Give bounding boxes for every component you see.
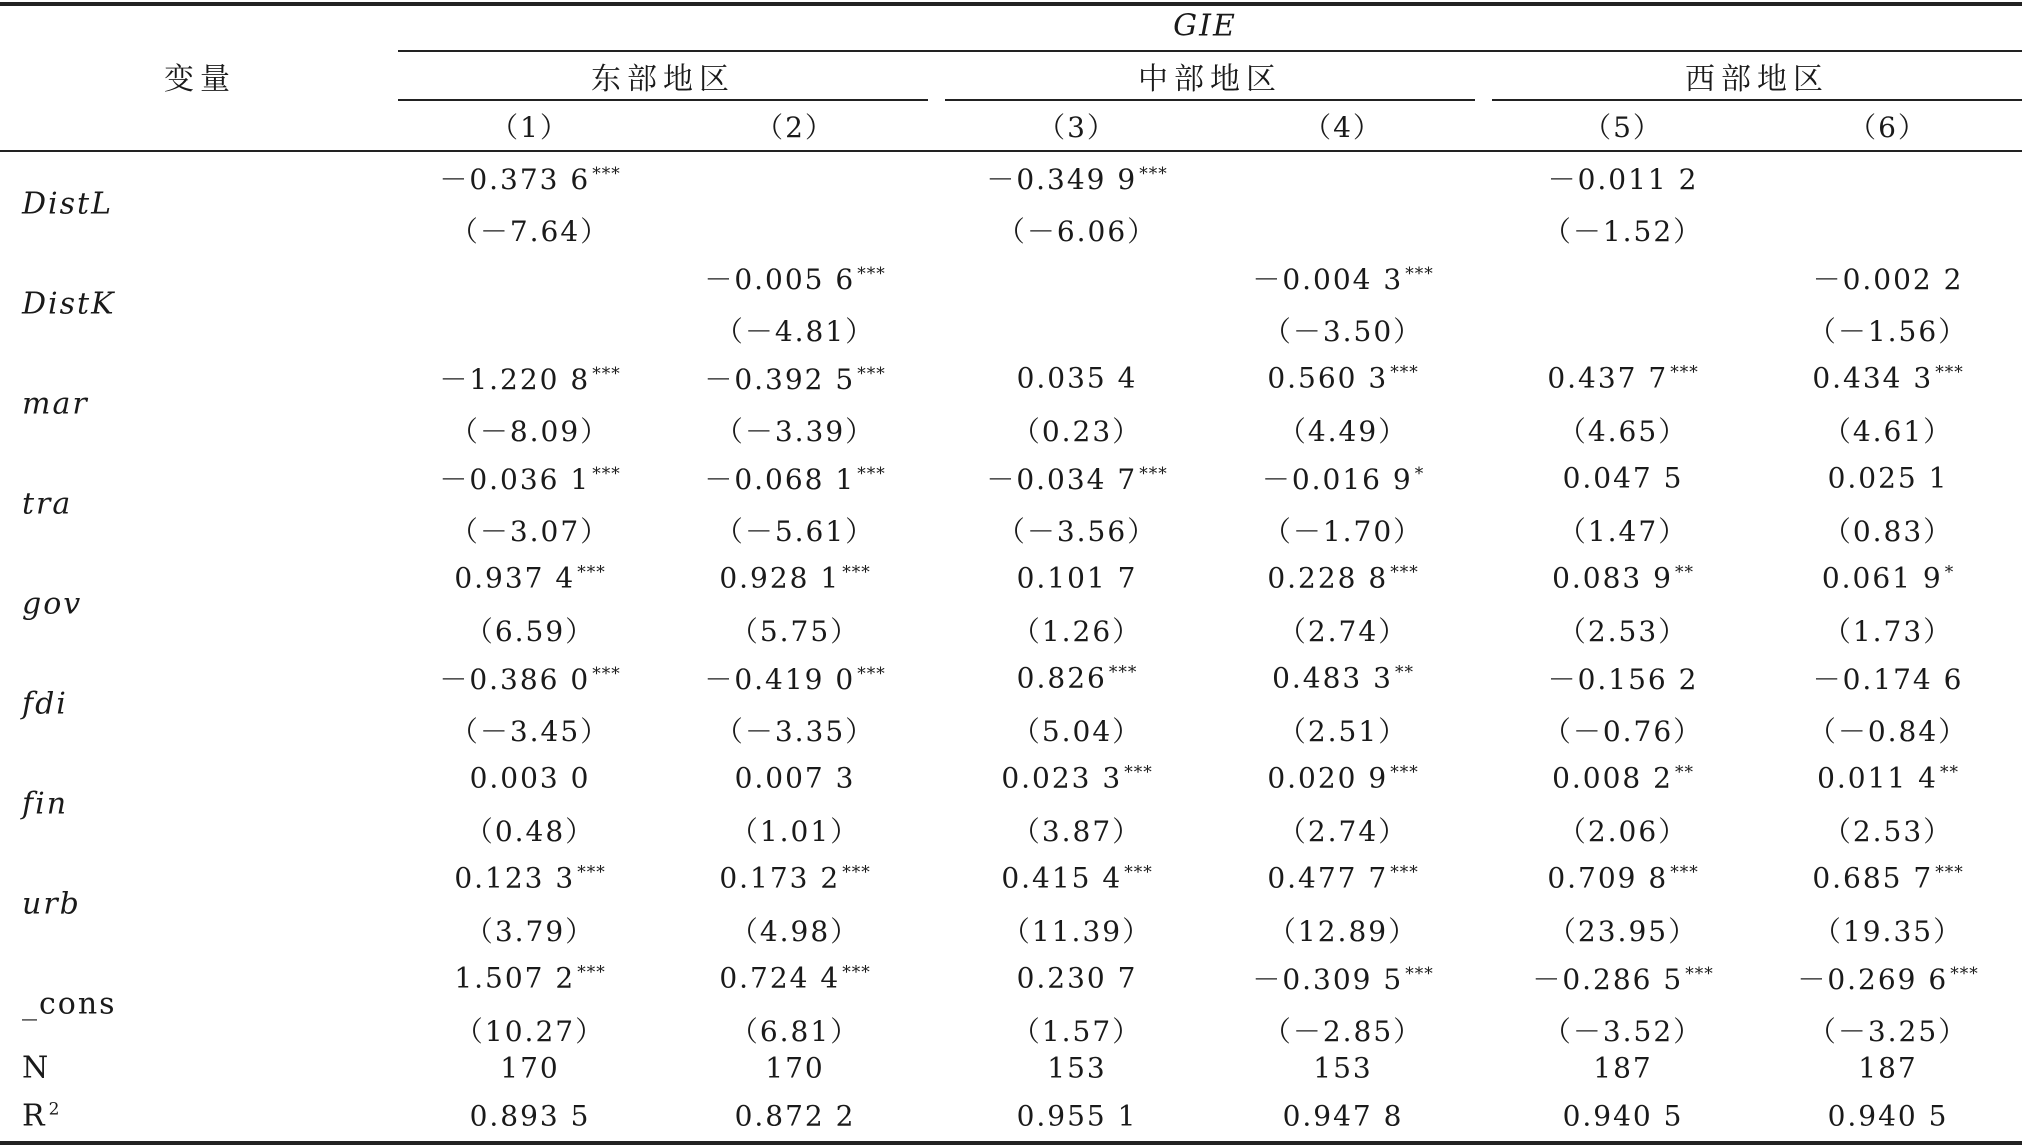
coefficient-cell	[704, 358, 885, 398]
significance-stars: ***	[842, 562, 871, 583]
significance-stars: ***	[1950, 963, 1979, 984]
coefficient-cell	[1267, 562, 1418, 595]
coefficient-cell	[454, 562, 605, 595]
t-statistic-cell: （0.48）	[464, 815, 596, 848]
n-cell: 187	[1593, 1051, 1653, 1085]
t-statistic-cell: （1.47）	[1557, 515, 1689, 548]
coefficient-value: 0.477 7	[1267, 861, 1389, 895]
coefficient-cell	[1548, 158, 1699, 198]
coefficient-value: 0.230 7	[1016, 961, 1138, 995]
coefficient-cell	[1272, 662, 1414, 695]
coefficient-cell	[1563, 462, 1684, 495]
significance-stars: ***	[1139, 163, 1168, 184]
significance-stars: ***	[842, 862, 871, 883]
coefficient-value: 0.173 2	[719, 861, 841, 895]
coefficient-cell	[1828, 462, 1949, 495]
significance-stars: **	[1939, 762, 1959, 783]
significance-stars: ***	[1124, 762, 1153, 783]
coefficient-cell	[1548, 658, 1699, 698]
significance-stars: ***	[577, 862, 606, 883]
n-cell: 153	[1313, 1051, 1373, 1085]
coefficient-value: 0.007 3	[734, 761, 856, 795]
significance-stars: ***	[1390, 362, 1419, 383]
coefficient-value: 0.937 4	[454, 561, 576, 595]
group-header-east: 东部地区	[591, 62, 735, 97]
coefficient-value: 1.507 2	[454, 961, 576, 995]
coefficient-value: 0.483 3	[1272, 661, 1393, 695]
coefficient-cell	[1267, 862, 1418, 895]
row-label-fin: fin	[22, 786, 69, 822]
t-statistic-cell: （－2.85）	[1262, 1015, 1424, 1048]
r-squared-cell: 0.947 8	[1282, 1099, 1404, 1133]
significance-stars: ***	[857, 463, 886, 484]
column-header: （6）	[1848, 111, 1928, 144]
coefficient-value: －0.174 6	[1812, 663, 1964, 696]
t-statistic-cell: （10.27）	[454, 1015, 606, 1048]
row-label-distk: DistK	[22, 286, 116, 322]
coefficient-cell	[1797, 958, 1978, 998]
r-squared-cell: 0.940 5	[1562, 1099, 1684, 1133]
row-label-urb: urb	[22, 886, 81, 922]
significance-stars: ***	[1390, 562, 1419, 583]
t-statistic-cell: （－3.39）	[714, 415, 876, 448]
coefficient-cell	[1262, 458, 1424, 498]
t-statistic-cell: （－4.81）	[714, 315, 876, 348]
significance-stars: *	[1414, 463, 1425, 484]
coefficient-value: 0.826	[1016, 661, 1107, 695]
coefficient-cell	[1812, 862, 1963, 895]
coefficient-value: 0.061 9	[1821, 561, 1943, 595]
significance-stars: ***	[1405, 963, 1434, 984]
row-label-mar: mar	[22, 386, 89, 422]
coefficient-value: －0.269 6	[1797, 963, 1949, 996]
t-statistic-cell: （11.39）	[1001, 915, 1153, 948]
r-squared-cell: 0.955 1	[1016, 1099, 1138, 1133]
t-statistic-cell: （－5.61）	[714, 515, 876, 548]
significance-stars: ***	[857, 663, 886, 684]
r-squared-cell: 0.940 5	[1827, 1099, 1949, 1133]
row-label-cons: _cons	[22, 986, 117, 1022]
coefficient-value: 0.011 4	[1817, 761, 1938, 795]
coefficient-value: －0.002 2	[1812, 263, 1964, 296]
t-statistic-cell: （3.87）	[1011, 815, 1143, 848]
t-statistic-cell: （0.83）	[1822, 515, 1954, 548]
coefficient-cell	[1267, 362, 1418, 395]
row-label-n: N	[22, 1050, 51, 1086]
coefficient-value: 0.415 4	[1001, 861, 1123, 895]
group-underline-west	[1492, 99, 2022, 101]
r-squared-label-text: R	[22, 1098, 47, 1134]
coefficient-value: 0.560 3	[1267, 361, 1389, 395]
significance-stars: ***	[592, 163, 621, 184]
t-statistic-cell: （6.81）	[729, 1015, 861, 1048]
t-statistic-cell: （1.57）	[1011, 1015, 1143, 1048]
bottom-rule	[0, 1141, 2022, 1145]
n-cell: 170	[765, 1051, 825, 1085]
coefficient-cell	[719, 862, 870, 895]
group-underline-east	[398, 99, 928, 101]
coefficient-value: 0.685 7	[1812, 861, 1934, 895]
t-statistic-cell: （2.06）	[1557, 815, 1689, 848]
coefficient-value: 0.928 1	[719, 561, 841, 595]
t-statistic-cell: （－3.50）	[1262, 315, 1424, 348]
t-statistic-cell: （－3.35）	[714, 715, 876, 748]
row-label-distl: DistL	[22, 186, 114, 222]
significance-stars: ***	[842, 962, 871, 983]
n-cell: 170	[500, 1051, 560, 1085]
t-statistic-cell: （2.74）	[1277, 815, 1409, 848]
coefficient-value: 0.083 9	[1552, 561, 1673, 595]
t-statistic-cell: （－0.76）	[1542, 715, 1704, 748]
coefficient-cell	[1252, 258, 1433, 298]
variable-header: 变量	[164, 62, 236, 97]
coefficient-value: －0.349 9	[986, 163, 1138, 196]
row-label-r-squared	[22, 1099, 60, 1134]
coefficient-cell	[719, 562, 870, 595]
coefficient-value: －0.392 5	[704, 363, 856, 396]
t-statistic-cell: （19.35）	[1812, 915, 1964, 948]
coefficient-cell	[704, 258, 885, 298]
row-label-fdi: fdi	[22, 686, 68, 722]
significance-stars: ***	[857, 363, 886, 384]
coefficient-value: －0.286 5	[1532, 963, 1684, 996]
coefficient-value: 0.123 3	[454, 861, 576, 895]
significance-stars: **	[1394, 662, 1414, 683]
group-underline-central	[945, 99, 1475, 101]
significance-stars: ***	[1670, 362, 1699, 383]
group-header-west: 西部地区	[1685, 62, 1829, 97]
coefficient-value: 0.047 5	[1562, 461, 1684, 495]
significance-stars: ***	[592, 363, 621, 384]
t-statistic-cell: （2.53）	[1822, 815, 1954, 848]
coefficient-value: 0.101 7	[1016, 561, 1138, 595]
top-rule	[0, 2, 2022, 6]
t-statistic-cell: （－8.09）	[449, 415, 611, 448]
significance-stars: **	[1674, 762, 1694, 783]
coefficient-value: 0.020 9	[1267, 761, 1389, 795]
t-statistic-cell: （1.73）	[1822, 615, 1954, 648]
coefficient-cell	[1017, 962, 1138, 995]
coefficient-cell	[1017, 662, 1138, 695]
coefficient-value: 0.035 4	[1016, 361, 1138, 395]
coefficient-cell	[439, 358, 620, 398]
coefficient-cell	[1017, 362, 1138, 395]
coefficient-cell	[1532, 958, 1713, 998]
t-statistic-cell: （－0.84）	[1807, 715, 1969, 748]
coefficient-cell	[986, 458, 1167, 498]
coefficient-cell	[1552, 562, 1694, 595]
coefficient-cell	[1547, 862, 1698, 895]
coefficient-cell	[439, 158, 620, 198]
coefficient-value: －0.004 3	[1252, 263, 1404, 296]
significance-stars: *	[1944, 562, 1955, 583]
column-header: （4）	[1303, 111, 1383, 144]
significance-stars: ***	[1108, 662, 1138, 683]
t-statistic-cell: （2.51）	[1277, 715, 1409, 748]
coefficient-cell	[1017, 562, 1138, 595]
coefficient-cell	[470, 762, 591, 795]
coefficient-cell	[1267, 762, 1418, 795]
coefficient-value: 0.008 2	[1552, 761, 1673, 795]
coefficient-value: 0.437 7	[1547, 361, 1669, 395]
coefficient-cell	[704, 658, 885, 698]
column-header: （5）	[1583, 111, 1663, 144]
t-statistic-cell: （－3.45）	[449, 715, 611, 748]
coefficient-value: 0.003 0	[469, 761, 591, 795]
t-statistic-cell: （2.74）	[1277, 615, 1409, 648]
t-statistic-cell: （4.49）	[1277, 415, 1409, 448]
coefficient-value: 0.709 8	[1547, 861, 1669, 895]
coefficient-value: －0.373 6	[439, 163, 591, 196]
t-statistic-cell: （0.23）	[1011, 415, 1143, 448]
t-statistic-cell: （－1.56）	[1807, 315, 1969, 348]
coefficient-cell	[439, 458, 620, 498]
t-statistic-cell: （4.98）	[729, 915, 861, 948]
coefficient-cell	[454, 862, 605, 895]
coefficient-cell	[704, 458, 885, 498]
t-statistic-cell: （－3.25）	[1807, 1015, 1969, 1048]
coefficient-value: 0.228 8	[1267, 561, 1389, 595]
coefficient-cell	[1812, 362, 1963, 395]
group-header-central: 中部地区	[1138, 62, 1282, 97]
t-statistic-cell: （－7.64）	[449, 215, 611, 248]
t-statistic-cell: （5.04）	[1011, 715, 1143, 748]
r-squared-cell: 0.872 2	[734, 1099, 856, 1133]
coefficient-value: －0.068 1	[704, 463, 856, 496]
coefficient-value: 0.724 4	[719, 961, 841, 995]
coefficient-value: 0.023 3	[1001, 761, 1123, 795]
coefficient-cell	[1001, 762, 1152, 795]
t-statistic-cell: （23.95）	[1547, 915, 1699, 948]
t-statistic-cell: （5.75）	[729, 615, 861, 648]
t-statistic-cell: （3.79）	[464, 915, 596, 948]
t-statistic-cell: （6.59）	[464, 615, 596, 648]
significance-stars: ***	[857, 263, 886, 284]
coefficient-value: －0.011 2	[1547, 163, 1699, 196]
t-statistic-cell: （12.89）	[1267, 915, 1419, 948]
coefficient-value: 0.434 3	[1812, 361, 1934, 395]
r-squared-superscript: 2	[48, 1099, 61, 1120]
significance-stars: ***	[1935, 862, 1964, 883]
t-statistic-cell: （－3.56）	[996, 515, 1158, 548]
dependent-variable-header: GIE	[1173, 8, 1237, 44]
t-statistic-cell: （－6.06）	[996, 215, 1158, 248]
significance-stars: **	[1674, 562, 1694, 583]
significance-stars: ***	[1405, 263, 1434, 284]
significance-stars: ***	[592, 463, 621, 484]
t-statistic-cell: （－1.70）	[1262, 515, 1424, 548]
significance-stars: ***	[1390, 862, 1419, 883]
coefficient-value: －0.036 1	[439, 463, 591, 496]
t-statistic-cell: （1.01）	[729, 815, 861, 848]
coefficient-value: －0.419 0	[704, 663, 856, 696]
coefficient-cell	[1252, 958, 1433, 998]
significance-stars: ***	[1124, 862, 1153, 883]
column-header: （1）	[490, 111, 570, 144]
coefficient-cell	[1817, 762, 1959, 795]
column-header: （3）	[1037, 111, 1117, 144]
significance-stars: ***	[1935, 362, 1964, 383]
row-label-gov: gov	[22, 586, 83, 622]
dep-var-underline	[398, 50, 2022, 52]
coefficient-value: －0.309 5	[1252, 963, 1404, 996]
coefficient-cell	[454, 962, 605, 995]
significance-stars: ***	[1670, 862, 1699, 883]
n-cell: 187	[1858, 1051, 1918, 1085]
t-statistic-cell: （4.61）	[1822, 415, 1954, 448]
header-bottom-rule	[0, 150, 2022, 152]
significance-stars: ***	[1390, 762, 1419, 783]
significance-stars: ***	[577, 562, 606, 583]
significance-stars: ***	[592, 663, 621, 684]
coefficient-cell	[1813, 258, 1964, 298]
coefficient-value: －1.220 8	[439, 363, 591, 396]
row-label-tra: tra	[22, 486, 73, 522]
t-statistic-cell: （－1.52）	[1542, 215, 1704, 248]
significance-stars: ***	[1685, 963, 1714, 984]
coefficient-value: －0.156 2	[1547, 663, 1699, 696]
coefficient-value: 0.025 1	[1827, 461, 1949, 495]
coefficient-value: －0.034 7	[986, 463, 1138, 496]
coefficient-cell	[735, 762, 856, 795]
coefficient-value: －0.005 6	[704, 263, 856, 296]
coefficient-cell	[1001, 862, 1152, 895]
coefficient-value: －0.386 0	[439, 663, 591, 696]
significance-stars: ***	[577, 962, 606, 983]
t-statistic-cell: （2.53）	[1557, 615, 1689, 648]
coefficient-value: －0.016 9	[1261, 463, 1413, 496]
coefficient-cell	[719, 962, 870, 995]
coefficient-cell	[439, 658, 620, 698]
column-header: （2）	[755, 111, 835, 144]
coefficient-cell	[1813, 658, 1964, 698]
t-statistic-cell: （－3.52）	[1542, 1015, 1704, 1048]
coefficient-cell	[986, 158, 1167, 198]
significance-stars: ***	[1139, 463, 1168, 484]
coefficient-cell	[1552, 762, 1694, 795]
coefficient-cell	[1547, 362, 1698, 395]
coefficient-cell	[1822, 562, 1954, 595]
n-cell: 153	[1047, 1051, 1107, 1085]
t-statistic-cell: （1.26）	[1011, 615, 1143, 648]
t-statistic-cell: （－3.07）	[449, 515, 611, 548]
t-statistic-cell: （4.65）	[1557, 415, 1689, 448]
r-squared-cell: 0.893 5	[469, 1099, 591, 1133]
